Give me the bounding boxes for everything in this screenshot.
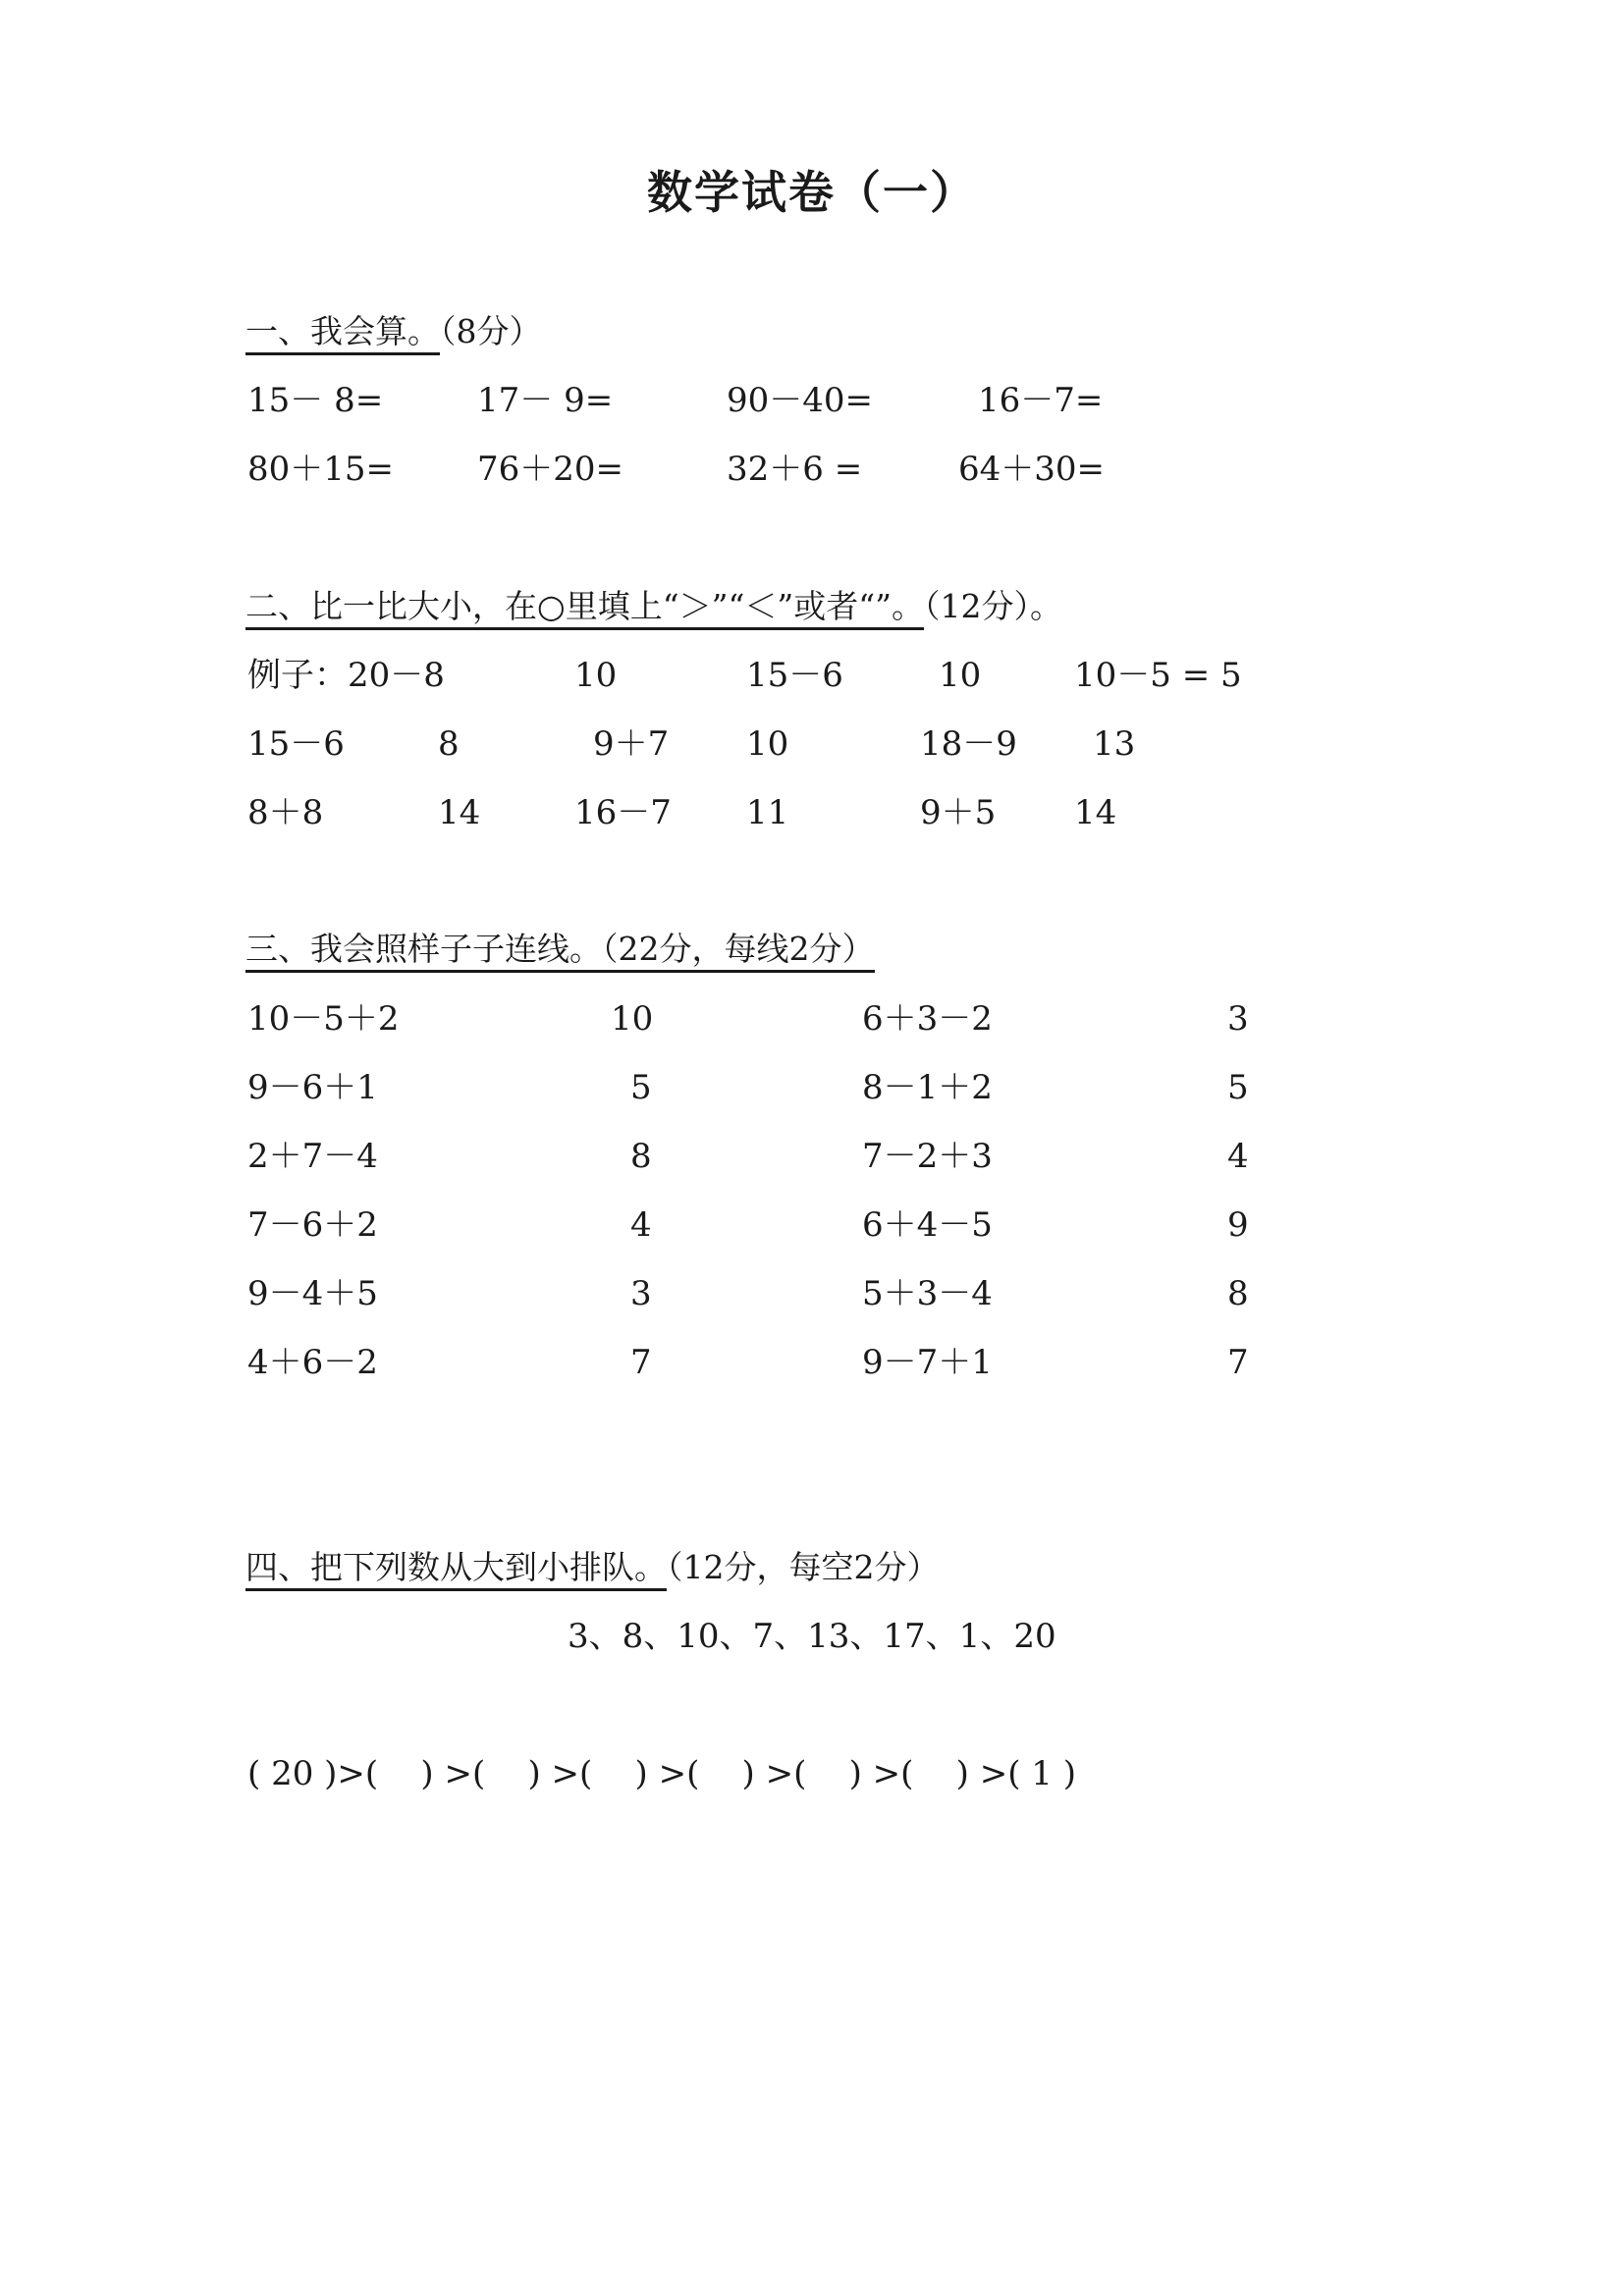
s3-expr-right: 8－1＋2 <box>862 1068 993 1107</box>
section-2-heading-main: 二、比一比大小，在○里填上“＞”“＜”或者“”。 <box>245 587 924 630</box>
s2-r2-c1: 15－6 <box>247 724 345 764</box>
section-1-heading <box>245 312 542 351</box>
s3-result-left: 5 <box>630 1068 652 1107</box>
s3-expr-right: 9－7＋1 <box>862 1343 993 1382</box>
s1-r2-c2: 76＋20= <box>477 450 624 489</box>
s2-r3-c6: 14 <box>1074 793 1117 832</box>
s3-expr-right: 6＋4－5 <box>862 1205 993 1245</box>
s3-expr-right: 5＋3－4 <box>862 1274 993 1313</box>
s1-r2-c3: 32＋6 = <box>727 450 863 489</box>
section-3-heading <box>245 930 875 969</box>
s1-r2-c1: 80＋15= <box>247 450 395 489</box>
s2-r3-c1: 8＋8 <box>247 793 324 832</box>
s3-result-right: 9 <box>1227 1205 1249 1245</box>
s2-r2-c5: 18－9 <box>920 724 1017 764</box>
s2-r1-c3: 15－6 <box>746 656 843 695</box>
s2-r1-c1: 例子：20－8 <box>247 656 445 695</box>
section-2-points: （12分）。 <box>924 587 1063 625</box>
s3-expr-left: 2＋7－4 <box>247 1137 378 1176</box>
s3-result-left: 8 <box>630 1137 652 1176</box>
section-3-heading-main: 三、我会照样子子连线。（22分，每线2分） <box>245 930 875 973</box>
s3-result-right: 4 <box>1227 1137 1249 1176</box>
s2-r1-c5: 10－5 = 5 <box>1074 656 1242 695</box>
s2-r3-c2: 14 <box>438 793 481 832</box>
s2-r3-c5: 9＋5 <box>920 793 997 832</box>
s3-expr-left: 7－6＋2 <box>247 1205 378 1245</box>
s2-r1-c2: 10 <box>574 656 618 695</box>
section-1-heading-main: 一、我会算。 <box>245 312 440 355</box>
s3-expr-right: 6＋3－2 <box>862 999 993 1039</box>
s2-r3-c4: 11 <box>746 793 789 832</box>
ordering-answer-row[interactable]: ( 20 )>( ) >( ) >( ) >( ) >( ) >( ) >( 1 ) <box>247 1754 1077 1793</box>
s2-r2-c2: 8 <box>438 724 460 764</box>
s2-r2-c6: 13 <box>1093 724 1136 764</box>
page-title: 数学试卷（一） <box>647 166 977 219</box>
s3-result-left: 7 <box>630 1343 652 1382</box>
section-4-heading-main: 四、把下列数从大到小排队。 <box>245 1548 667 1591</box>
s3-expr-left: 9－4＋5 <box>247 1274 378 1313</box>
s1-r1-c2: 17－ 9= <box>477 381 614 420</box>
s3-expr-left: 9－6＋1 <box>247 1068 378 1107</box>
s2-r2-c3: 9＋7 <box>593 724 670 764</box>
s3-result-left: 4 <box>630 1205 652 1245</box>
s2-r3-c3: 16－7 <box>574 793 672 832</box>
s3-result-right: 8 <box>1227 1274 1249 1313</box>
s1-r1-c1: 15－ 8= <box>247 381 384 420</box>
s3-result-left: 3 <box>630 1274 652 1313</box>
section-2-heading <box>245 587 1062 626</box>
section-4-points: （12分，每空2分） <box>667 1548 940 1586</box>
s3-expr-left: 10－5＋2 <box>247 999 400 1039</box>
number-list: 3、8、10、7、13、17、1、20 <box>568 1617 1056 1656</box>
s3-expr-left: 4＋6－2 <box>247 1343 378 1382</box>
s2-r2-c4: 10 <box>746 724 789 764</box>
s3-result-right: 7 <box>1227 1343 1249 1382</box>
s3-expr-right: 7－2＋3 <box>862 1137 993 1176</box>
s1-r1-c4: 16－7= <box>978 381 1104 420</box>
s3-result-left: 10 <box>611 999 654 1039</box>
s3-result-right: 3 <box>1227 999 1249 1039</box>
s2-r1-c4: 10 <box>939 656 982 695</box>
section-1-points: （8分） <box>440 312 542 350</box>
s3-result-right: 5 <box>1227 1068 1249 1107</box>
s1-r1-c3: 90－40= <box>727 381 874 420</box>
section-4-heading <box>245 1548 940 1587</box>
s1-r2-c4: 64＋30= <box>958 450 1106 489</box>
